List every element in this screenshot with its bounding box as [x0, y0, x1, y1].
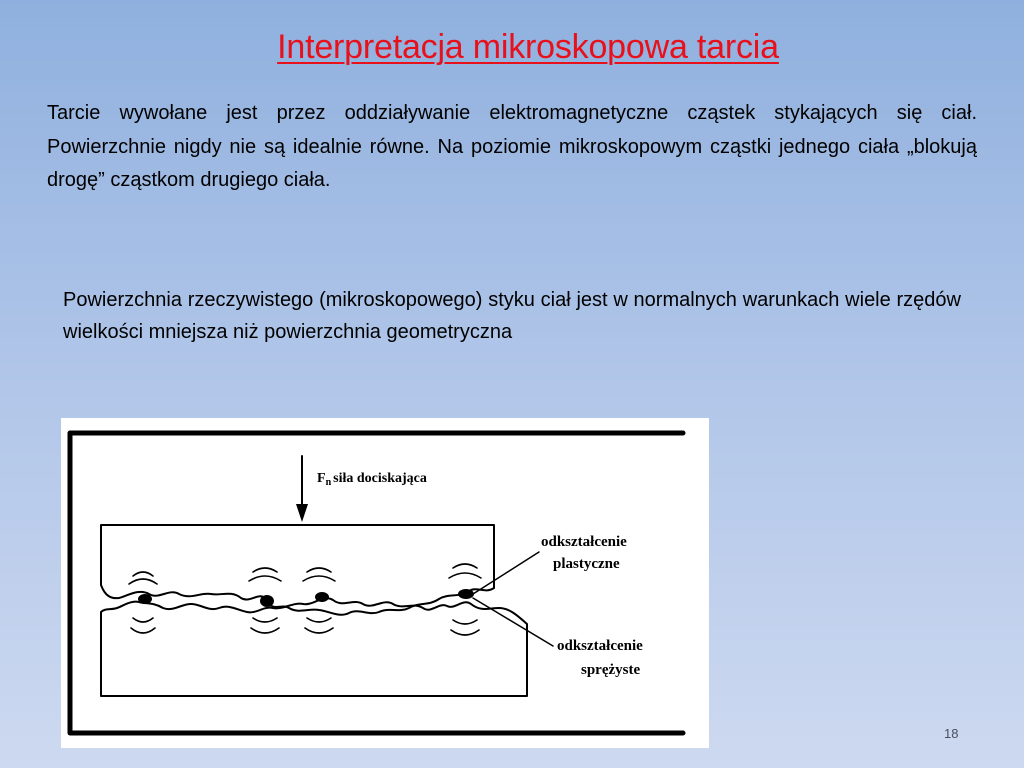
friction-diagram-svg [61, 418, 709, 748]
pointer-elastic [473, 598, 553, 646]
page-number: 18 [944, 726, 959, 741]
label-plastic-line2: plastyczne [553, 556, 620, 572]
upper-body [101, 525, 494, 615]
force-arrow-head [296, 504, 308, 522]
force-label-text: siła dociskająca [333, 471, 427, 486]
pointer-plastic [473, 552, 539, 594]
label-elastic-line1: odkształcenie [557, 638, 643, 654]
lower-body [101, 598, 527, 696]
force-label-prefix: F [317, 471, 326, 486]
deformation-arcs-upper [129, 564, 481, 584]
paragraph-friction-description: Tarcie wywołane jest przez oddziaływanie elektromagnetyczne cząstek stykających się ciał. Powierzchnie nigdy nie są idealnie równe. Na poziomie mikroskopowym cząstki jednego ciała „blokują drogę” cząstkom drugiego ciała. [47, 102, 977, 191]
force-label-subscript: n [325, 477, 332, 488]
label-plastic-line1: odkształcenie [541, 534, 627, 550]
deformation-arcs-lower [131, 618, 479, 635]
paragraph-contact-surface: Powierzchnia rzeczywistego (mikroskopowego) styku ciał jest w normalnych warunkach wiele rzędów wielkości mniejsza niż powierzchnia geometryczna [63, 289, 961, 343]
slide-title: Interpretacja mikroskopowa tarcia [277, 28, 779, 66]
friction-diagram [61, 418, 709, 748]
label-elastic-line2: sprężyste [581, 662, 641, 678]
force-label [317, 471, 427, 488]
